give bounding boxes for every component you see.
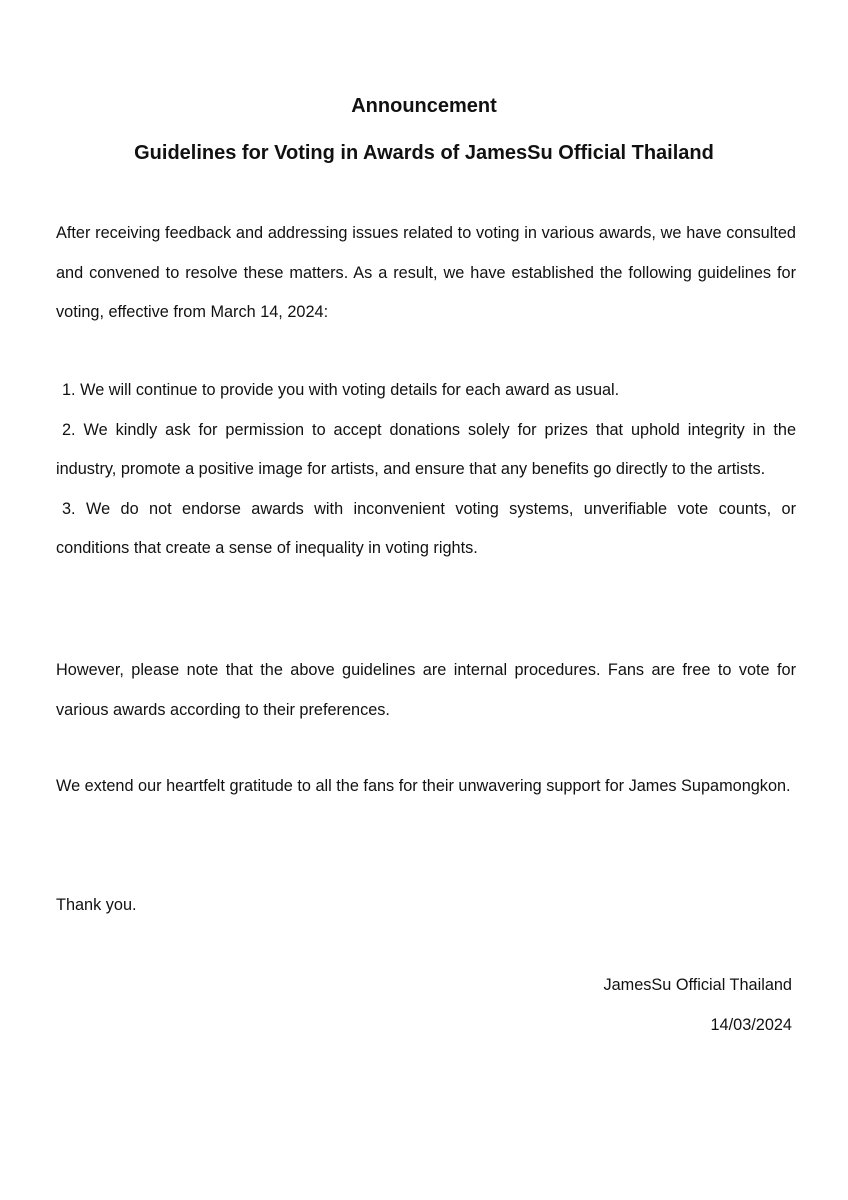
intro-paragraph: After receiving feedback and addressing issues related to voting in various awards, we have consulted and convened to resolve these matters. As a result, we have established the following guidelines for voting, effective from March 14, 2024:	[56, 224, 796, 321]
gratitude-paragraph: We extend our heartfelt gratitude to all the fans for their unwavering support for James Supamongkon.	[56, 777, 791, 795]
announcement-subtitle: Guidelines for Voting in Awards of JamesSu Official Thailand	[134, 142, 714, 164]
guideline-number: 2.	[62, 420, 76, 439]
closing-line: Thank you.	[56, 896, 137, 914]
guideline-number: 1.	[62, 381, 76, 399]
guideline-text: We kindly ask for permission to accept donations solely for prizes that uphold integrity in the industry, promote a positive image for artists, and ensure that any benefits go directly to the artists.	[56, 420, 796, 478]
guideline-number: 3.	[62, 499, 76, 518]
announcement-title: Announcement	[351, 95, 497, 117]
guideline-item-1	[56, 371, 796, 411]
guideline-item-2	[56, 411, 796, 490]
however-paragraph: However, please note that the above guidelines are internal procedures. Fans are free to vote for various awards according to their preferences.	[56, 661, 796, 719]
guideline-item-3	[56, 490, 796, 569]
guidelines-list	[56, 371, 796, 569]
signature-date: 14/03/2024	[710, 1016, 792, 1034]
guideline-text: We will continue to provide you with voting details for each award as usual.	[80, 381, 620, 399]
guideline-text: We do not endorse awards with inconvenient voting systems, unverifiable vote counts, or conditions that create a sense of inequality in voting rights.	[56, 499, 796, 557]
signature-name: JamesSu Official Thailand	[603, 976, 792, 994]
